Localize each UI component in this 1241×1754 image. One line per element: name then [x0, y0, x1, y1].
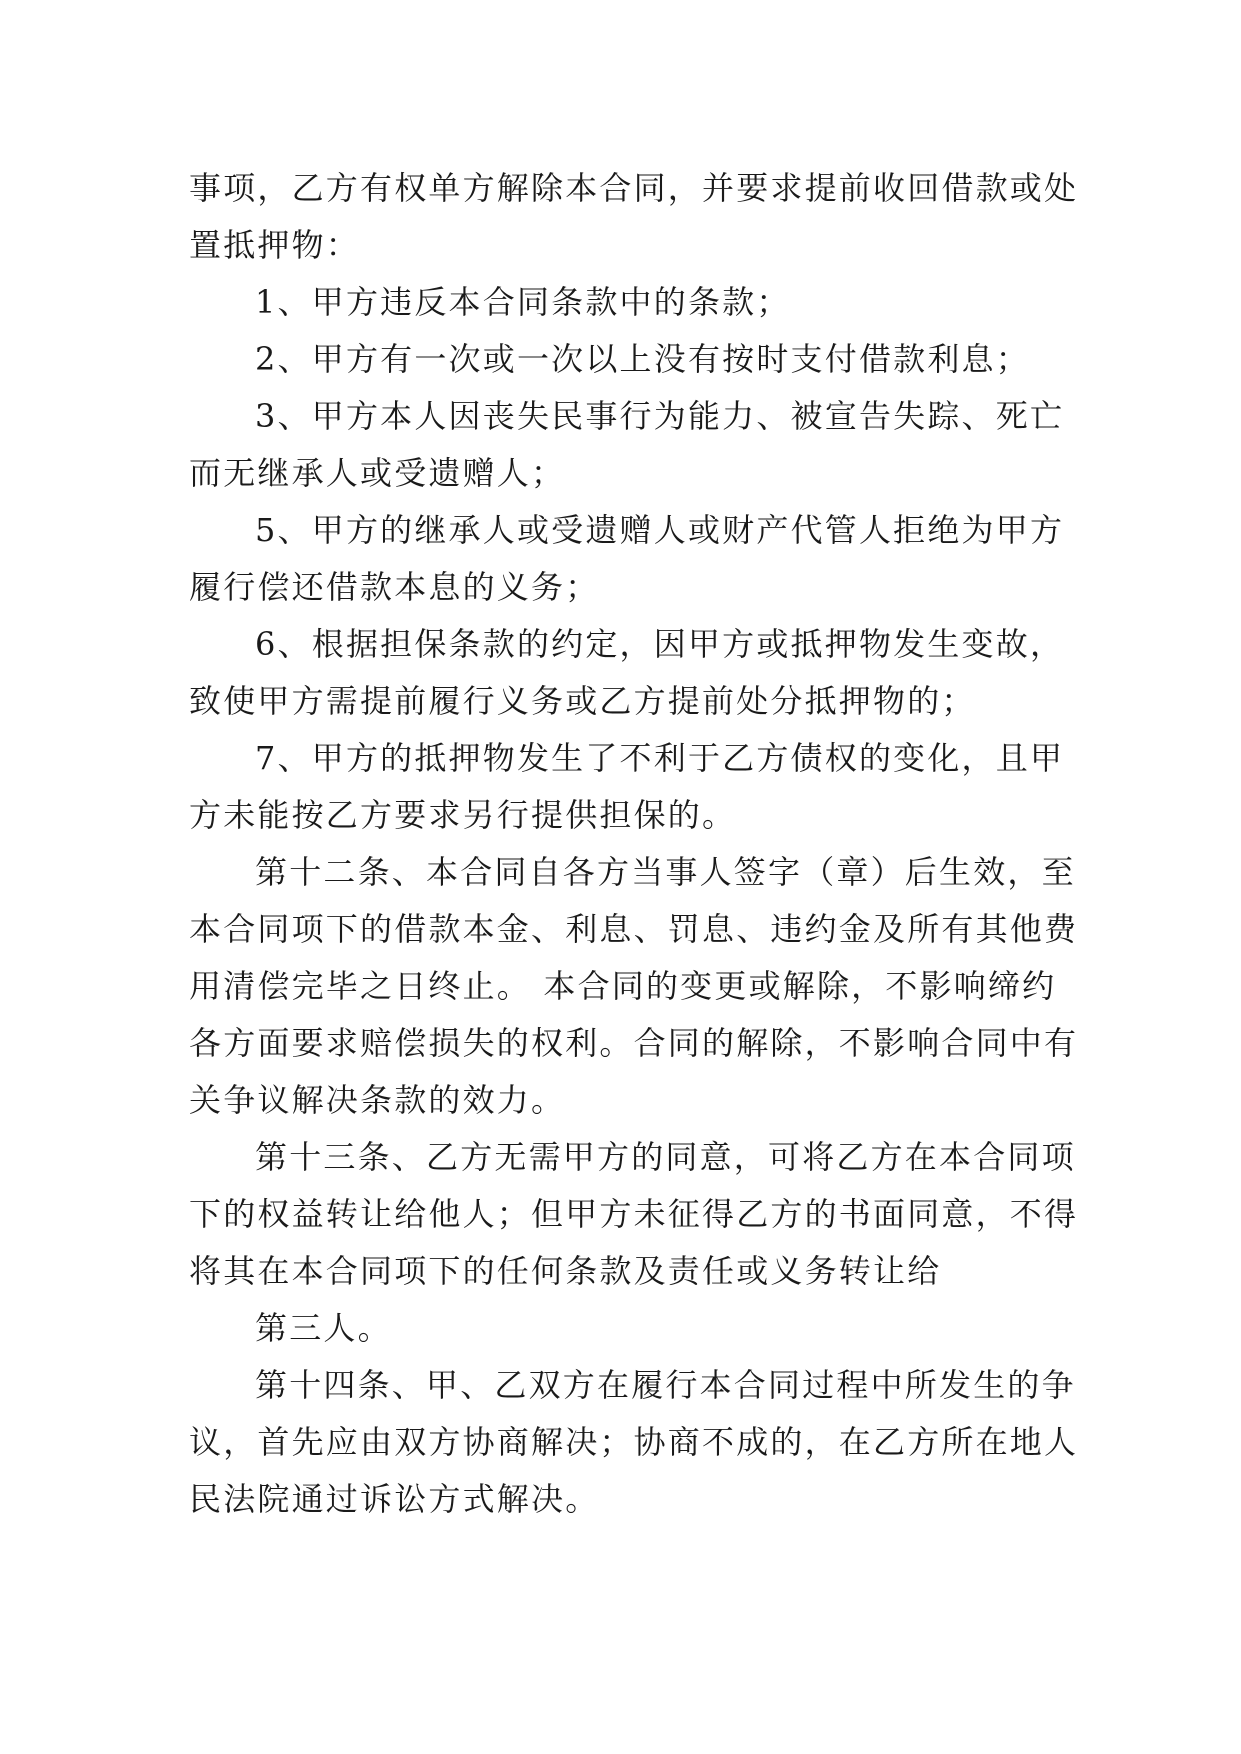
list-item: 5、甲方的继承人或受遗赠人或财产代管人拒绝为甲方 — [255, 511, 1065, 549]
text-line: 将其在本合同项下的任何条款及责任或义务转让给 — [189, 1252, 942, 1290]
text-line: 致使甲方需提前履行义务或乙方提前处分抵押物的； — [189, 682, 976, 720]
list-item: 6、根据担保条款的约定，因甲方或抵押物发生变故， — [255, 625, 1065, 663]
list-item: 1、甲方违反本合同条款中的条款； — [255, 283, 791, 321]
text-line: 置抵押物： — [189, 226, 361, 264]
article-paragraph: 第十四条、甲、乙双方在履行本合同过程中所发生的争 — [255, 1366, 1076, 1404]
list-item: 7、甲方的抵押物发生了不利于乙方债权的变化，且甲 — [255, 739, 1065, 777]
document-body — [189, 160, 1079, 1528]
text-line: 履行偿还借款本息的义务； — [189, 568, 600, 606]
text-line: 关争议解决条款的效力。 — [189, 1081, 566, 1119]
article-paragraph: 第十二条、本合同自各方当事人签字（章）后生效，至 — [255, 853, 1076, 891]
text-line: 用清偿完毕之日终止。 本合同的变更或解除，不影响缔约 — [189, 967, 1057, 1005]
text-line: 本合同项下的借款本金、利息、罚息、违约金及所有其他费 — [189, 910, 1079, 948]
text-line: 议，首先应由双方协商解决；协商不成的，在乙方所在地人 — [189, 1423, 1079, 1461]
text-line: 方未能按乙方要求另行提供担保的。 — [189, 796, 737, 834]
list-item: 2、甲方有一次或一次以上没有按时支付借款利息； — [255, 340, 1030, 378]
text-line: 各方面要求赔偿损失的权利。合同的解除，不影响合同中有 — [189, 1024, 1079, 1062]
article-paragraph: 第十三条、乙方无需甲方的同意，可将乙方在本合同项 — [255, 1138, 1076, 1176]
text-line: 下的权益转让给他人；但甲方未征得乙方的书面同意，不得 — [189, 1195, 1079, 1233]
text-line: 而无继承人或受遗赠人； — [189, 454, 566, 492]
text-line: 事项，乙方有权单方解除本合同，并要求提前收回借款或处 — [189, 169, 1079, 207]
list-item: 3、甲方本人因丧失民事行为能力、被宣告失踪、死亡 — [255, 397, 1065, 435]
text-line: 民法院通过诉讼方式解决。 — [189, 1480, 600, 1518]
text-line: 第三人。 — [255, 1309, 392, 1347]
